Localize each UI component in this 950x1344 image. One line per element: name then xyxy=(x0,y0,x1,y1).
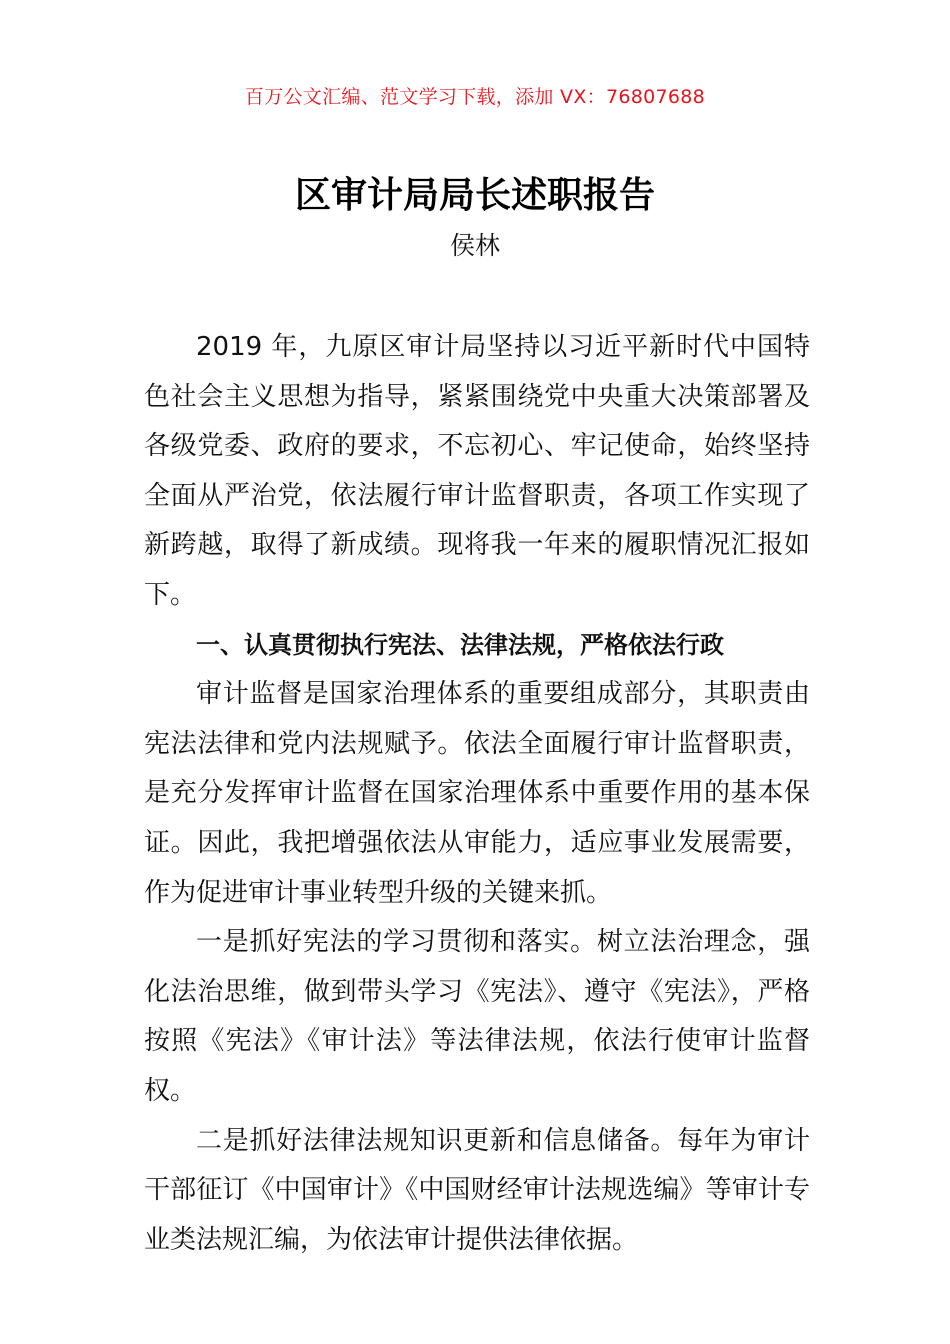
document-title: 区审计局局长述职报告 xyxy=(294,175,655,216)
document-author: 侯林 xyxy=(449,231,500,260)
promo-banner: 百万公文汇编、范文学习下载，添加 VX：76807688 xyxy=(244,86,706,108)
body-paragraph: 二是抓好法律法规知识更新和信息储备。每年为审计干部征订《中国审计》《中国财经审计法规选编》等审计专业类法规汇编，为依法审计提供法律依据。 xyxy=(144,1125,810,1255)
section-heading: 一、认真贯彻执行宪法、法律法规，严格依法行政 xyxy=(196,630,724,659)
intro-paragraph: 2019 年，九原区审计局坚持以习近平新时代中国特色社会主义思想为指导，紧紧围绕党中央重大决策部署及各级党委、政府的要求，不忘初心、牢记使命，始终坚持全面从严治党，依法履行审计监督职责，各项工作实现了新跨越，取得了新成绩。现将我一年来的履职情况汇报如下。 xyxy=(144,332,810,610)
document-body xyxy=(144,323,810,1265)
body-paragraph: 一是抓好宪法的学习贯彻和落实。树立法治理念，强化法治思维，做到带头学习《宪法》、遵守《宪法》，严格按照《宪法》《审计法》等法律法规，依法行使审计监督权。 xyxy=(144,927,810,1106)
body-paragraph: 审计监督是国家治理体系的重要组成部分，其职责由宪法法律和党内法规赋予。依法全面履行审计监督职责，是充分发挥审计监督在国家治理体系中重要作用的基本保证。因此，我把增强依法从审能力，适应事业发展需要，作为促进审计事业转型升级的关键来抓。 xyxy=(144,679,810,908)
